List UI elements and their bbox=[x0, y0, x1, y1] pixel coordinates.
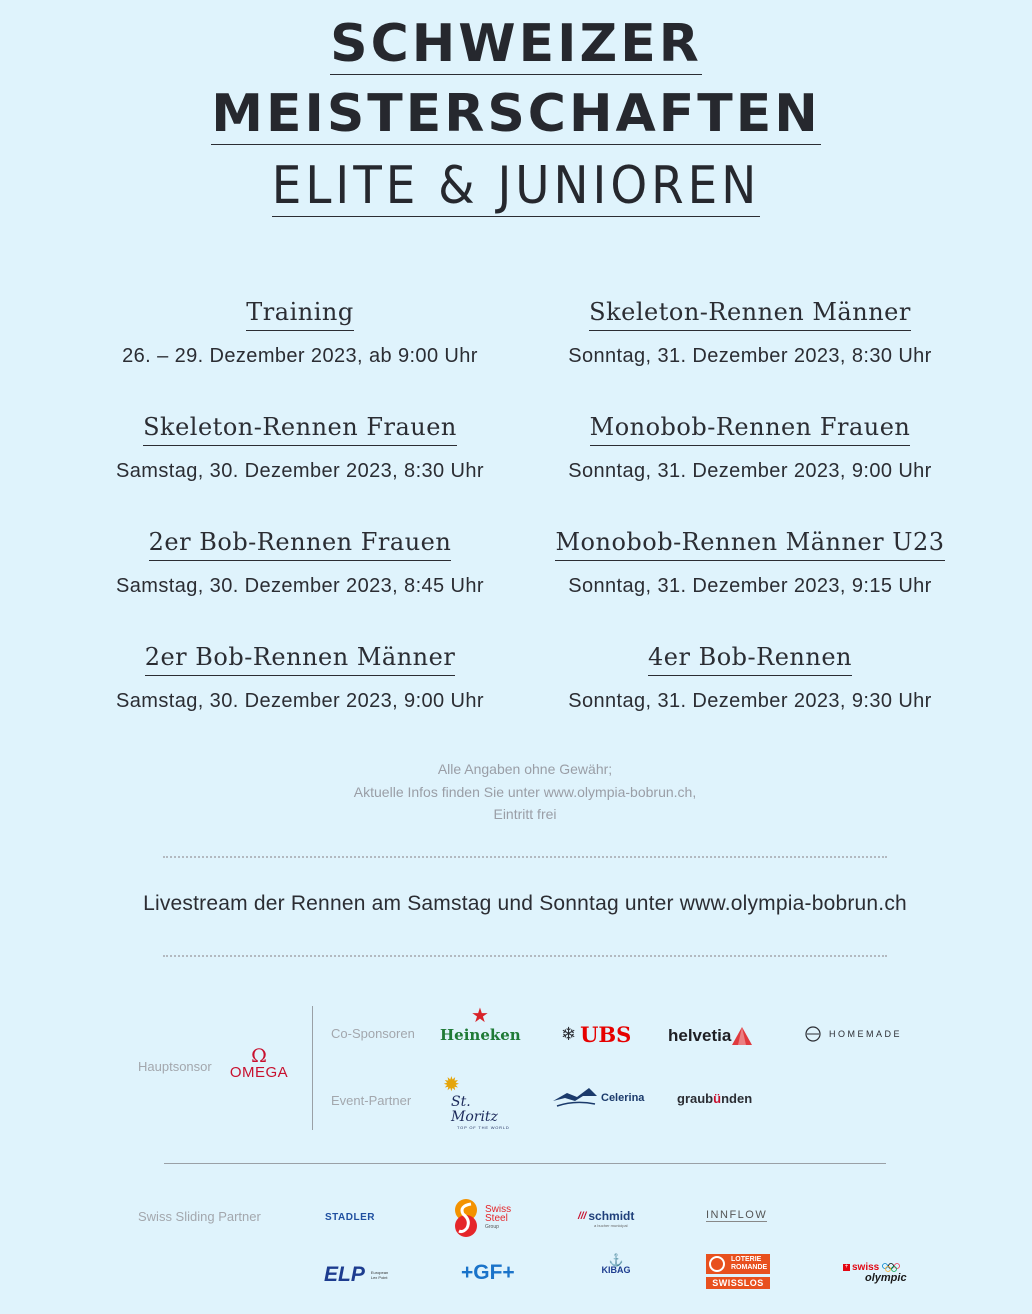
ubs-keys-icon: ❄ bbox=[561, 1023, 577, 1044]
disclaimer-line-2: Aktuelle Infos finden Sie unter www.olympia-bobrun.ch, bbox=[353, 783, 697, 800]
event-skeleton-men bbox=[525, 298, 975, 368]
event-training bbox=[75, 298, 525, 368]
graubuenden-heart-icon: ü bbox=[713, 1091, 722, 1106]
event-monobob-women bbox=[525, 413, 975, 483]
event-date: Samstag, 30. Dezember 2023, 8:30 Uhr bbox=[116, 459, 484, 482]
ubs-logo: ❄ UBS bbox=[561, 1021, 632, 1047]
cosponsor-label: Co-Sponsoren bbox=[331, 1026, 415, 1041]
elp-logo: ELP European Lex Point bbox=[324, 1263, 389, 1286]
event-name: Monobob-Rennen Männer U23 bbox=[555, 528, 944, 561]
swiss-sliding-label: Swiss Sliding Partner bbox=[138, 1209, 261, 1224]
event-date: Sonntag, 31. Dezember 2023, 9:30 Uhr bbox=[568, 689, 932, 712]
event-monobob-men-u23 bbox=[525, 528, 975, 598]
helvetia-logo: helvetia bbox=[668, 1024, 752, 1048]
stadler-logo: STADLER bbox=[325, 1212, 375, 1223]
mountain-icon bbox=[553, 1086, 597, 1110]
event-date: 26. – 29. Dezember 2023, ab 9:00 Uhr bbox=[122, 344, 478, 367]
event-name: Monobob-Rennen Frauen bbox=[590, 413, 911, 446]
loterie-circle-icon bbox=[709, 1256, 725, 1272]
event-date: Samstag, 30. Dezember 2023, 9:00 Uhr bbox=[116, 689, 484, 712]
event-skeleton-women bbox=[75, 413, 525, 483]
anchor-icon: ⚓ bbox=[608, 1253, 624, 1267]
title-line-1: SCHWEIZER bbox=[330, 14, 702, 74]
homemade-logo: HOMEMADE bbox=[805, 1026, 902, 1042]
disclaimer-line-1: Alle Angaben ohne Gewähr; bbox=[437, 761, 613, 777]
gf-logo: +GF+ bbox=[461, 1261, 515, 1284]
sun-icon: ✹ bbox=[443, 1074, 460, 1096]
olympic-rings-icon bbox=[882, 1263, 900, 1272]
schmidt-logo: /// schmidt a bucher municipal bbox=[578, 1209, 635, 1228]
sponsor-separator bbox=[164, 1163, 886, 1164]
dotted-divider-bottom bbox=[163, 955, 887, 957]
title-line-3: ELITE & JUNIOREN bbox=[271, 156, 761, 216]
event-name: 2er Bob-Rennen Männer bbox=[145, 643, 456, 676]
omega-logo: Ω OMEGA bbox=[226, 1048, 292, 1081]
event-date: Sonntag, 31. Dezember 2023, 9:00 Uhr bbox=[568, 459, 932, 482]
kibag-logo: ⚓ KIBAG bbox=[598, 1255, 634, 1275]
event-2er-bob-women bbox=[75, 528, 525, 598]
livestream-note: Livestream der Rennen am Samstag und Sonntag unter www.olympia-bobrun.ch bbox=[143, 892, 907, 915]
innflow-logo: INNFLOW bbox=[706, 1209, 768, 1221]
helvetia-triangle-icon bbox=[732, 1027, 752, 1045]
event-name: Skeleton-Rennen Frauen bbox=[143, 413, 457, 446]
dotted-divider-top bbox=[163, 856, 887, 858]
event-name: Training bbox=[246, 298, 353, 331]
event-4er-bob bbox=[525, 643, 975, 713]
omega-symbol-icon: Ω bbox=[251, 1045, 267, 1067]
event-date: Sonntag, 31. Dezember 2023, 9:15 Uhr bbox=[568, 574, 932, 597]
event-name: 2er Bob-Rennen Frauen bbox=[149, 528, 452, 561]
schmidt-stripes-icon: /// bbox=[578, 1210, 587, 1222]
heineken-logo: ★ Heineken bbox=[440, 1005, 521, 1044]
celerina-logo: Celerina bbox=[553, 1086, 644, 1110]
swiss-cross-icon: + bbox=[844, 1264, 849, 1270]
swiss-steel-logo: Swiss Steel Group bbox=[453, 1198, 511, 1238]
sponsor-divider bbox=[312, 1006, 313, 1130]
event-date: Samstag, 30. Dezember 2023, 8:45 Uhr bbox=[116, 574, 484, 597]
loterie-romande-logo: LOTERIE ROMANDE SWISSLOS bbox=[706, 1254, 770, 1289]
poster-title bbox=[0, 0, 1032, 217]
disclaimer-line-3: Eintritt frei bbox=[493, 806, 557, 822]
graubuenden-logo: graubünden bbox=[677, 1091, 753, 1106]
swisslos-logo: SWISSLOS bbox=[706, 1277, 770, 1289]
event-partner-label: Event-Partner bbox=[331, 1093, 412, 1108]
title-line-2: MEISTERSCHAFTEN bbox=[211, 84, 821, 144]
disclaimer bbox=[0, 758, 1032, 826]
event-date: Sonntag, 31. Dezember 2023, 8:30 Uhr bbox=[568, 344, 932, 367]
red-star-icon: ★ bbox=[471, 1005, 489, 1027]
st-moritz-logo: ✹ St. Moritz TOP OF THE WORLD bbox=[443, 1075, 513, 1130]
event-name: Skeleton-Rennen Männer bbox=[589, 298, 911, 331]
homemade-circle-icon bbox=[805, 1026, 821, 1042]
event-2er-bob-men bbox=[75, 643, 525, 713]
main-sponsor-label: Hauptsonsor bbox=[138, 1059, 212, 1074]
event-name: 4er Bob-Rennen bbox=[648, 643, 852, 676]
swiss-olympic-logo: + swiss olympic bbox=[844, 1262, 907, 1284]
swiss-steel-s-icon bbox=[453, 1198, 479, 1238]
